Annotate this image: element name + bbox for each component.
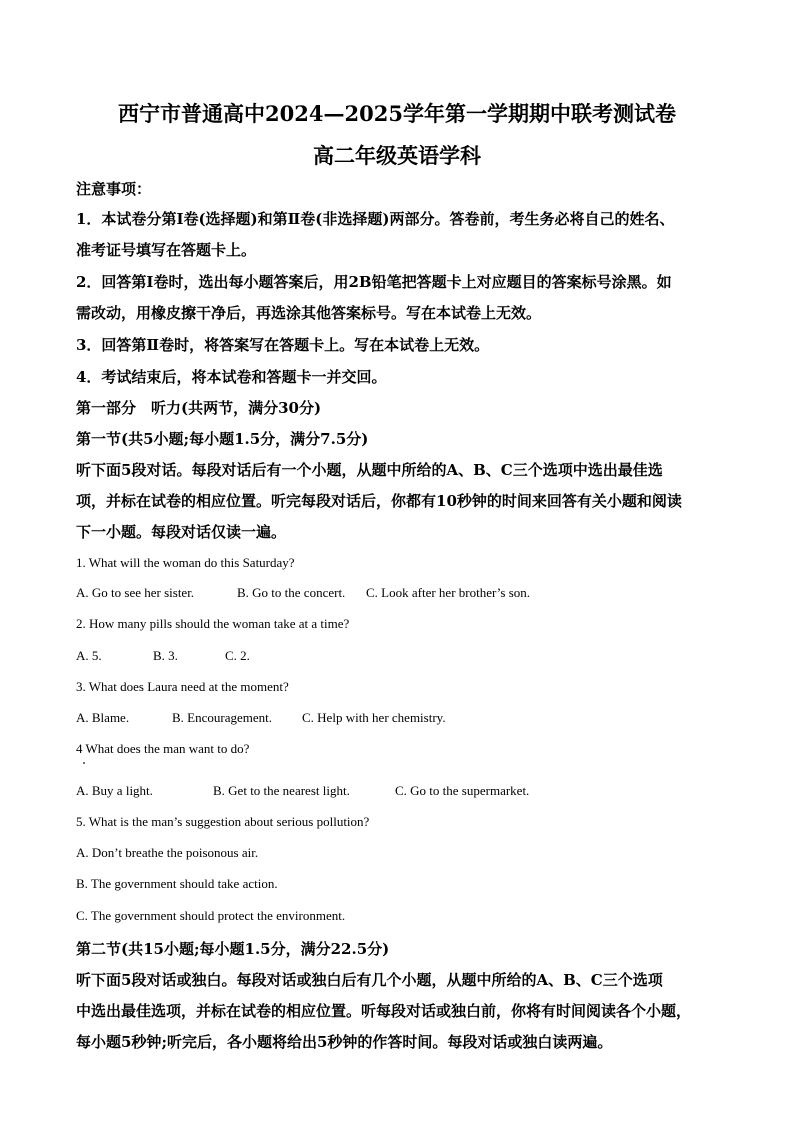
- section2-instruction: 中选出最佳选项，并标在试卷的相应位置。听每段对话或独白前，你将有时间阅读各个小题，: [76, 1002, 692, 1020]
- option-5a: A. Don’t breathe the poisonous air.: [76, 845, 259, 860]
- section2-instruction: 听下面5段对话或独白。每段对话或独白后有几个小题，从题中所给的A、B、C三个选项: [76, 971, 663, 989]
- notice-line: 准考证号填写在答题卡上。: [76, 241, 257, 259]
- stray-dot: [83, 762, 85, 764]
- option-1b: B. Go to the concert.: [237, 585, 346, 600]
- option-5b: B. The government should take action.: [76, 876, 278, 891]
- option-5c: C. The government should protect the environment.: [76, 908, 346, 923]
- section1-instruction: 听下面5段对话。每段对话后有一个小题，从题中所给的A、B、C三个选项中选出最佳选: [76, 461, 663, 479]
- question-5: 5. What is the man’s suggestion about serious pollution?: [76, 814, 370, 829]
- option-2c: C. 2.: [225, 648, 250, 663]
- option-2a: A. 5.: [76, 648, 102, 663]
- section2-heading: 第二节(共15小题;每小题1.5分，满分22.5分): [76, 940, 390, 958]
- exam-title: 西宁市普通高中2024—2025学年第一学期期中联考测试卷: [118, 101, 676, 126]
- notice-line: 1．本试卷分第Ⅰ卷(选择题)和第Ⅱ卷(非选择题)两部分。答卷前，考生务必将自己的姓名、: [76, 210, 675, 228]
- option-1c: C. Look after her brother’s son.: [366, 585, 531, 600]
- question-4: 4 What does the man want to do?: [76, 741, 250, 756]
- part1-heading: 第一部分 听力(共两节，满分30分): [76, 399, 322, 417]
- section1-instruction: 下一小题。每段对话仅读一遍。: [76, 523, 287, 541]
- question-2: 2. How many pills should the woman take at a time?: [76, 616, 350, 631]
- option-1a: A. Go to see her sister.: [76, 585, 195, 600]
- option-2b: B. 3.: [153, 648, 178, 663]
- option-3a: A. Blame.: [76, 710, 130, 725]
- notice-line: 需改动，用橡皮擦干净后，再选涂其他答案标号。写在本试卷上无效。: [76, 304, 542, 322]
- notice-line: 2．回答第Ⅰ卷时，选出每小题答案后，用2B铅笔把答题卡上对应题目的答案标号涂黑。如: [76, 273, 672, 291]
- notice-line: 4．考试结束后，将本试卷和答题卡一并交回。: [76, 368, 387, 386]
- question-1: 1. What will the woman do this Saturday?: [76, 555, 295, 570]
- exam-subtitle: 高二年级英语学科: [313, 143, 481, 168]
- option-4c: C. Go to the supermarket.: [395, 783, 530, 798]
- option-4b: B. Get to the nearest light.: [213, 783, 350, 798]
- option-3b: B. Encouragement.: [172, 710, 272, 725]
- section1-heading: 第一节(共5小题;每小题1.5分，满分7.5分): [76, 430, 369, 448]
- section1-instruction: 项，并标在试卷的相应位置。听完每段对话后，你都有10秒钟的时间来回答有关小题和阅读: [76, 492, 682, 510]
- option-4a: A. Buy a light.: [76, 783, 153, 798]
- question-3: 3. What does Laura need at the moment?: [76, 679, 289, 694]
- option-3c: C. Help with her chemistry.: [302, 710, 446, 725]
- notice-heading: 注意事项：: [76, 180, 152, 198]
- notice-line: 3．回答第Ⅱ卷时，将答案写在答题卡上。写在本试卷上无效。: [76, 336, 490, 354]
- section2-instruction: 每小题5秒钟;听完后，各小题将给出5秒钟的作答时间。每段对话或独白读两遍。: [76, 1033, 613, 1051]
